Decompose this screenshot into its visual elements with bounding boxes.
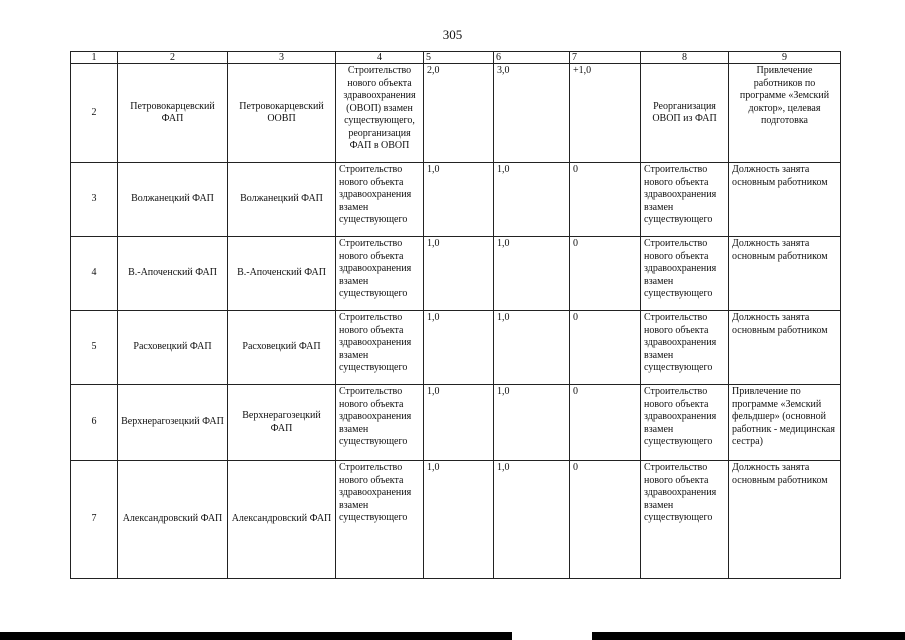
value-col7: 0 [570, 385, 641, 461]
row-number: 2 [71, 64, 118, 163]
column-header: 9 [729, 52, 841, 64]
facilities-table [70, 51, 841, 579]
table-row [71, 237, 841, 311]
facility-name: Волжанецкий ФАП [118, 163, 228, 237]
value-col5: 1,0 [424, 461, 494, 579]
measure-text: Строительство нового объекта здравоохранения взамен существующего [641, 163, 729, 237]
target-facility: Верхнерагозецкий ФАП [228, 385, 336, 461]
measure-text: Строительство нового объекта здравоохранения взамен существующего [641, 461, 729, 579]
staffing-note: Привлечение по программе «Земский фельдшер» (основной работник - медицинская сестра) [729, 385, 841, 461]
facility-name: Александровский ФАП [118, 461, 228, 579]
planned-action: Строительство нового объекта здравоохранения (ОВОП) взамен существующего, реорганизация ФАП в ОВОП [336, 64, 424, 163]
row-number: 5 [71, 311, 118, 385]
row-number: 3 [71, 163, 118, 237]
row-number: 4 [71, 237, 118, 311]
value-col6: 1,0 [494, 461, 570, 579]
planned-action: Строительство нового объекта здравоохранения взамен существующего [336, 385, 424, 461]
measure-text: Строительство нового объекта здравоохранения взамен существующего [641, 237, 729, 311]
value-col7: 0 [570, 461, 641, 579]
facility-name: В.-Апоченский ФАП [118, 237, 228, 311]
staffing-note: Привлечение работников по программе «Земский доктор», целевая подготовка [729, 64, 841, 163]
target-facility: Волжанецкий ФАП [228, 163, 336, 237]
column-header: 5 [424, 52, 494, 64]
measure-text: Строительство нового объекта здравоохранения взамен существующего [641, 311, 729, 385]
column-header: 7 [570, 52, 641, 64]
value-col6: 1,0 [494, 311, 570, 385]
value-col5: 2,0 [424, 64, 494, 163]
value-col5: 1,0 [424, 385, 494, 461]
facility-name: Расховецкий ФАП [118, 311, 228, 385]
column-header: 3 [228, 52, 336, 64]
value-col6: 3,0 [494, 64, 570, 163]
facility-name: Верхнерагозецкий ФАП [118, 385, 228, 461]
value-col7: 0 [570, 163, 641, 237]
staffing-note: Должность занята основным работником [729, 311, 841, 385]
staffing-note: Должность занята основным работником [729, 237, 841, 311]
value-col6: 1,0 [494, 237, 570, 311]
row-number: 6 [71, 385, 118, 461]
table-row [71, 64, 841, 163]
page-number: 305 [442, 27, 463, 42]
table-row [71, 163, 841, 237]
value-col5: 1,0 [424, 163, 494, 237]
column-header: 6 [494, 52, 570, 64]
scan-edge-bar [0, 632, 905, 640]
measure-text: Строительство нового объекта здравоохранения взамен существующего [641, 385, 729, 461]
planned-action: Строительство нового объекта здравоохранения взамен существующего [336, 311, 424, 385]
value-col6: 1,0 [494, 385, 570, 461]
value-col5: 1,0 [424, 237, 494, 311]
column-header: 8 [641, 52, 729, 64]
column-header: 1 [71, 52, 118, 64]
value-col7: 0 [570, 237, 641, 311]
staffing-note: Должность занята основным работником [729, 163, 841, 237]
row-number: 7 [71, 461, 118, 579]
measure-text: Реорганизация ОВОП из ФАП [641, 64, 729, 163]
planned-action: Строительство нового объекта здравоохранения взамен существующего [336, 461, 424, 579]
facility-name: Петровокарцевский ФАП [118, 64, 228, 163]
table-header-row [71, 52, 841, 64]
target-facility: Александровский ФАП [228, 461, 336, 579]
target-facility: В.-Апоченский ФАП [228, 237, 336, 311]
table-row [71, 385, 841, 461]
column-header: 2 [118, 52, 228, 64]
staffing-note: Должность занята основным работником [729, 461, 841, 579]
value-col6: 1,0 [494, 163, 570, 237]
table-row [71, 311, 841, 385]
value-col5: 1,0 [424, 311, 494, 385]
value-col7: 0 [570, 311, 641, 385]
target-facility: Расховецкий ФАП [228, 311, 336, 385]
column-header: 4 [336, 52, 424, 64]
table-row [71, 461, 841, 579]
value-col7: +1,0 [570, 64, 641, 163]
planned-action: Строительство нового объекта здравоохранения взамен существующего [336, 237, 424, 311]
target-facility: Петровокарцевский ООВП [228, 64, 336, 163]
planned-action: Строительство нового объекта здравоохранения взамен существующего [336, 163, 424, 237]
